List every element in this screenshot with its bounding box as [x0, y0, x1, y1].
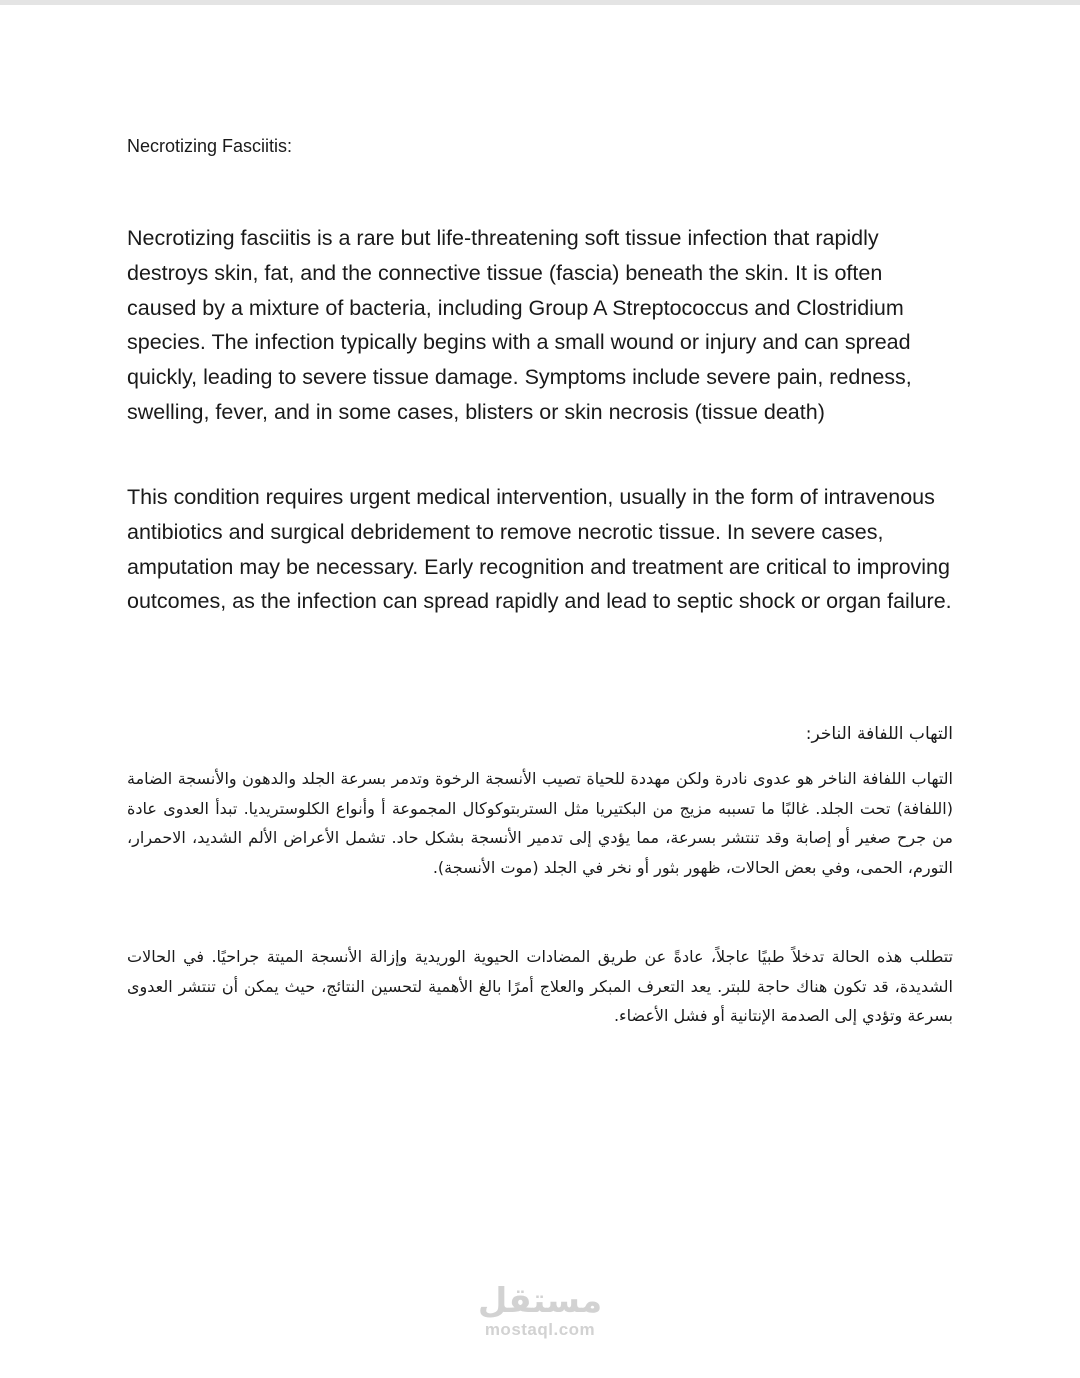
- english-paragraph-1: Necrotizing fasciitis is a rare but life-threatening soft tissue infection that rapidly destroys skin, fat, and the connective tissue (fascia) beneath the skin. It is often caused by a mixture of bacteria, including Group A Streptococcus and Clostridium species. The infection typically begins with a small wound or injury and can spread quickly, leading to severe tissue damage. Symptoms include severe pain, redness, swelling, fever, and in some cases, blisters or skin necrosis (tissue death): [127, 226, 912, 424]
- mostaql-watermark: [470, 1282, 610, 1340]
- english-paragraph-2: This condition requires urgent medical intervention, usually in the form of intravenous antibiotics and surgical debridement to remove necrotic tissue. In severe cases, amputation may be necessary. Early recognition and treatment are critical to improving outcomes, as the infection can spread rapidly and lead to septic shock or organ failure.: [127, 485, 952, 614]
- arabic-paragraph-1: التهاب اللفافة الناخر هو عدوى نادرة ولكن مهددة للحياة تصيب الأنسجة الرخوة وتدمر بسرعة الجلد والدهون والأنسجة الضامة (اللفافة) تحت الجلد. غالبًا ما تسببه مزيج من البكتيريا مثل الستربتوكوكال المجموعة أ وأنواع الكلوستريديا. تبدأ العدوى عادة من جرح صغير أو إصابة وقد تنتشر بسرعة، مما يؤدي إلى تدمير الأنسجة بشكل حاد. تشمل الأعراض الألم الشديد، الاحمرار، التورم، الحمى، وفي بعض الحالات، ظهور بثور أو نخر في الجلد (موت الأنسجة).: [127, 769, 953, 877]
- arabic-paragraph-2: تتطلب هذه الحالة تدخلاً طبيًا عاجلاً، عادةً عن طريق المضادات الحيوية الوريدية وإزالة الأنسجة الميتة جراحيًا. في الحالات الشديدة، قد تكون هناك حاجة للبتر. يعد التعرف المبكر والعلاج أمرًا بالغ الأهمية لتحسين النتائج، حيث يمكن أن تنتشر العدوى بسرعة وتؤدي إلى الصدمة الإنتانية أو فشل الأعضاء.: [127, 947, 953, 1025]
- watermark-url: mostaql.com: [484, 1320, 596, 1339]
- english-heading: Necrotizing Fasciitis:: [127, 136, 293, 156]
- watermark-logo: مستقل: [477, 1281, 603, 1321]
- top-border: [0, 0, 1080, 5]
- arabic-heading: التهاب اللفافة الناخر:: [805, 724, 953, 744]
